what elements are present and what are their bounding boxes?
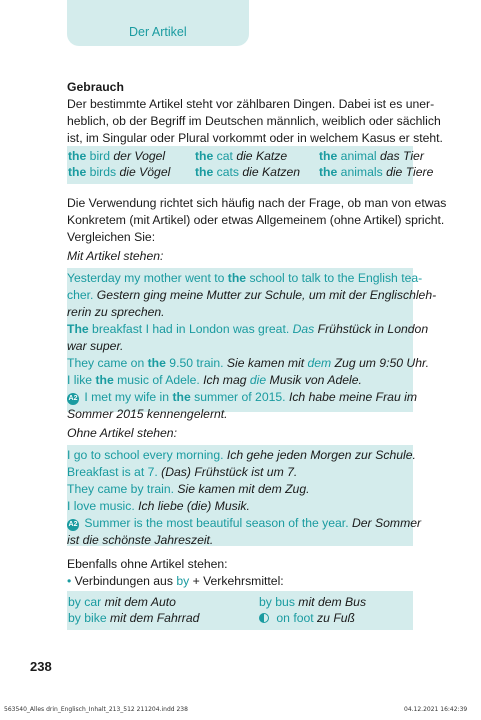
gebrauch-section [67,79,443,147]
example-line: I like the music of Adele. Ich mag die Musik von Adele. [67,373,362,387]
page-number: 238 [30,659,52,674]
example-item: the bird der Vogel [68,149,166,163]
example-line: Breakfast is at 7. (Das) Frühstück ist um 7. [67,465,298,479]
ebenfalls-section [67,556,284,590]
print-footer-file: 563540_Alles drin_Englisch_Inhalt_213_512 211204.indd 238 [4,706,188,713]
level-a2-icon: A2 [67,519,79,531]
bullet-item: • Verbindungen aus by + Verkehrsmittel: [67,574,284,588]
ohne-artikel-box [67,445,422,547]
example-item: the cat die Katze [195,149,288,163]
example-item: the animals die Tiere [319,165,434,179]
example-line: war super. [67,339,124,353]
transport-item: by bike mit dem Fahrrad [68,611,200,625]
mit-artikel-label: Mit Artikel stehen: [67,249,164,263]
example-line: rerin zu sprechen. [67,305,165,319]
text-line: Der bestimmte Artikel steht vor zählbaren Dingen. Dabei ist es uner- [67,97,435,111]
example-line: ist die schönste Jahreszeit. [67,533,214,547]
example-line: A2 Summer is the most beautiful season of the year. Der Sommer [68,516,422,530]
example-line: They came by train. Sie kamen mit dem Zug. [67,482,310,496]
example-line: A2 I met my wife in the summer of 2015. Ich habe meine Frau im [68,390,417,404]
usage-section [67,195,446,246]
example-item: the animal das Tier [319,149,424,163]
mit-artikel-box [67,268,437,421]
examples-box [67,146,434,184]
half-circle-icon [259,613,269,623]
text-line: Konkretem (mit Artikel) oder etwas Allgemeinem (ohne Artikel) spricht. [67,213,445,227]
transport-box [67,591,413,630]
print-footer-date: 04.12.2021 16:42:39 [404,706,468,713]
text-line: Ebenfalls ohne Artikel stehen: [67,557,228,571]
text-line: heblich, ob der Begriff im Deutschen männlich, weiblich oder sächlich [67,114,441,128]
example-line: They came on the 9.50 train. Sie kamen mit dem Zug um 9:50 Uhr. [67,356,429,370]
transport-item: by car mit dem Auto [68,595,176,609]
example-item: the cats die Katzen [195,165,300,179]
example-line: Yesterday my mother went to the school to talk to the English tea- [67,271,423,285]
text-line: Vergleichen Sie: [67,230,156,244]
chapter-title: Der Artikel [129,25,187,39]
example-line: cher. Gestern ging meine Mutter zur Schule, um mit der Englischleh- [67,288,437,302]
section-heading: Gebrauch [67,80,124,94]
example-line: I love music. Ich liebe (die) Musik. [67,499,250,513]
level-a2-icon: A2 [67,393,79,405]
transport-item: by bus mit dem Bus [259,595,367,609]
example-line: Sommer 2015 kennengelernt. [67,407,228,421]
example-item: the birds die Vögel [68,165,171,179]
text-line: Die Verwendung richtet sich häufig nach der Frage, ob man von etwas [67,196,447,210]
example-line: The breakfast I had in London was great. Das Frühstück in London [67,322,429,336]
transport-item: on foot zu Fuß [259,610,355,627]
ohne-artikel-label: Ohne Artikel stehen: [67,426,177,440]
bullet-icon: • [67,574,75,588]
chapter-tab [67,0,249,46]
text-line: ist, im Singular oder Plural vorkommt oder in welchem Kasus er steht. [67,131,443,145]
example-line: I go to school every morning. Ich gehe jeden Morgen zur Schule. [67,448,416,462]
